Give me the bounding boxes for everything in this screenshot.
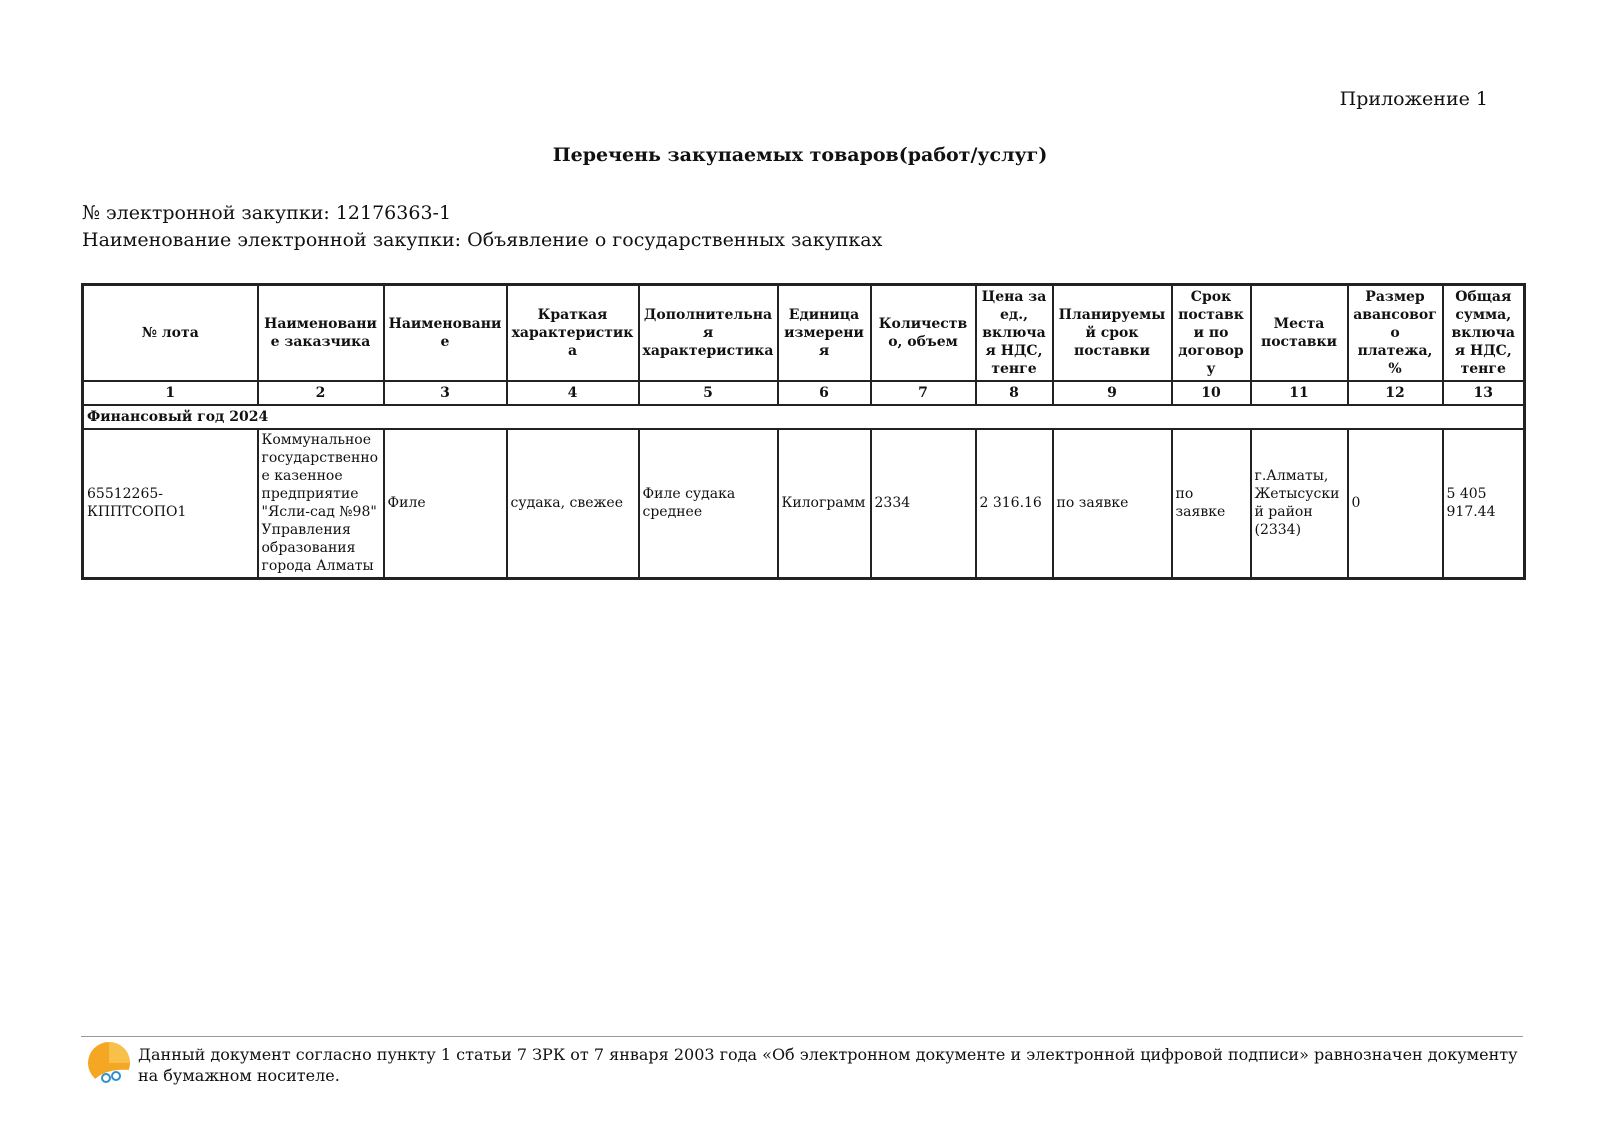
table-row [83, 429, 1525, 579]
column-number-row [83, 381, 1525, 405]
column-header: Срок поставки по договору [1172, 285, 1251, 381]
financial-year-label: Финансовый год 2024 [83, 405, 1525, 429]
column-number: 4 [507, 381, 639, 405]
column-number: 1 [83, 381, 258, 405]
lots-table [81, 283, 1526, 580]
item-name-cell: Филе [384, 429, 507, 579]
extra-description-cell: Филе судака среднее [639, 429, 778, 579]
column-header: Общая сумма, включая НДС, тенге [1443, 285, 1525, 381]
column-header: Наименование [384, 285, 507, 381]
column-header: Цена за ед., включая НДС, тенге [976, 285, 1053, 381]
column-header: Планируемый срок поставки [1053, 285, 1172, 381]
egov-logo-icon [86, 1040, 132, 1086]
column-number: 8 [976, 381, 1053, 405]
column-header: Дополнительная характеристика [639, 285, 778, 381]
financial-year-row [83, 405, 1525, 429]
column-header: № лота [83, 285, 258, 381]
column-header: Единица измерения [778, 285, 871, 381]
procurement-name: Наименование электронной закупки: Объявление о государственных закупках [82, 229, 883, 251]
footer-divider [81, 1036, 1523, 1037]
advance-payment-cell: 0 [1348, 429, 1443, 579]
column-number: 10 [1172, 381, 1251, 405]
column-number: 12 [1348, 381, 1443, 405]
table-header-row [83, 285, 1525, 381]
column-header: Краткая характеристика [507, 285, 639, 381]
document-title: Перечень закупаемых товаров(работ/услуг) [552, 144, 1048, 166]
column-number: 3 [384, 381, 507, 405]
column-number: 2 [258, 381, 384, 405]
total-amount-cell: 5 405 917.44 [1443, 429, 1525, 579]
unit-price-cell: 2 316.16 [976, 429, 1053, 579]
customer-cell: Коммунальное государственное казенное предприятие "Ясли-сад №98" Управления образования города Алматы [258, 429, 384, 579]
column-header: Наименование заказчика [258, 285, 384, 381]
procurement-meta [82, 200, 882, 254]
appendix-label: Приложение 1 [1339, 88, 1488, 110]
column-number: 5 [639, 381, 778, 405]
procurement-number: № электронной закупки: 12176363-1 [82, 202, 452, 224]
column-number: 7 [871, 381, 976, 405]
column-number: 6 [778, 381, 871, 405]
column-header: Размер авансового платежа, % [1348, 285, 1443, 381]
column-header: Места поставки [1251, 285, 1348, 381]
delivery-place-cell: г.Алматы, Жетысуский район (2334) [1251, 429, 1348, 579]
contract-term-cell: по заявке [1172, 429, 1251, 579]
column-number: 9 [1053, 381, 1172, 405]
legal-notice: Данный документ согласно пункту 1 статьи 7 ЗРК от 7 января 2003 года «Об электронном документе и электронной цифровой подписи» равнозначен документу на бумажном носителе. [138, 1045, 1518, 1085]
short-description-cell: судака, свежее [507, 429, 639, 579]
unit-cell: Килограмм [778, 429, 871, 579]
column-number: 11 [1251, 381, 1348, 405]
quantity-cell: 2334 [871, 429, 976, 579]
column-number: 13 [1443, 381, 1525, 405]
column-header: Количество, объем [871, 285, 976, 381]
planned-term-cell: по заявке [1053, 429, 1172, 579]
lot-number-cell: 65512265-КППТСОПО1 [83, 429, 258, 579]
